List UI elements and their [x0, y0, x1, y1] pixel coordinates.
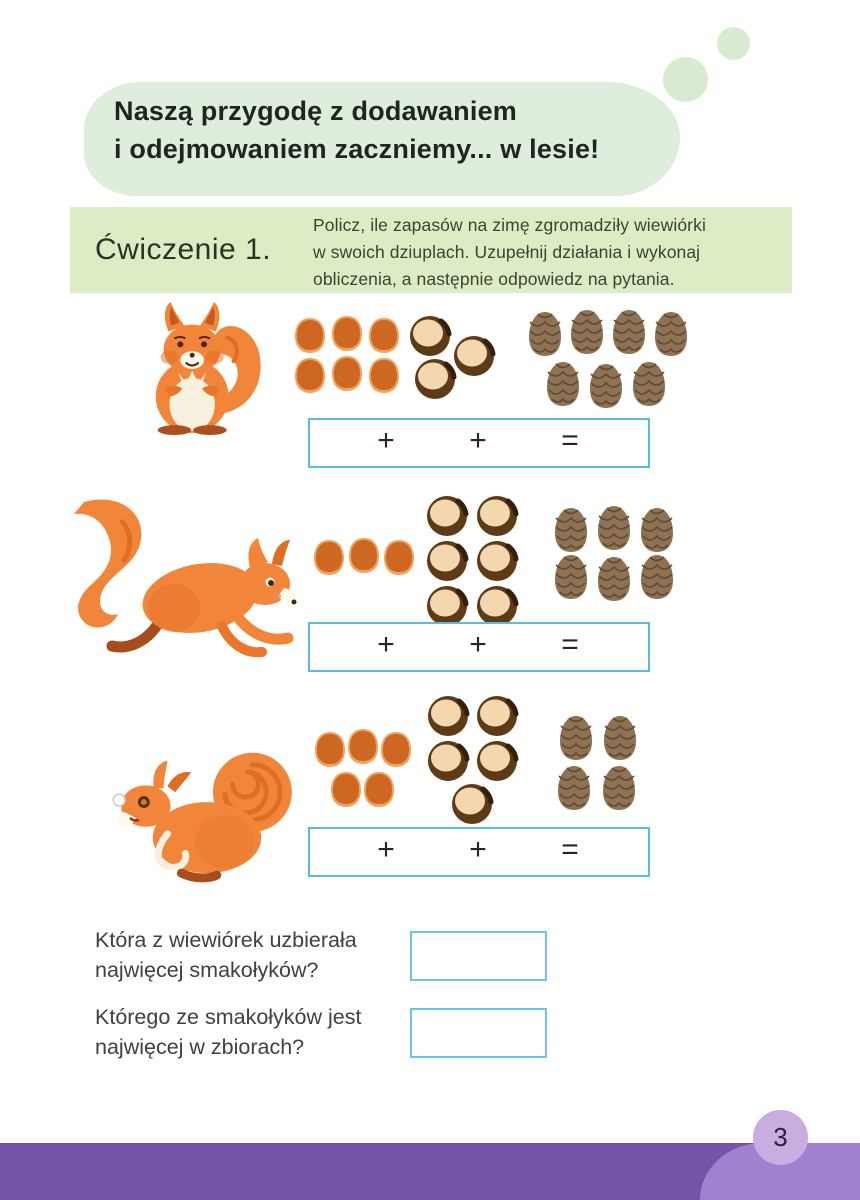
- question-1-line-2: najwięcej smakołyków?: [95, 958, 319, 982]
- equals-sign: =: [561, 424, 579, 457]
- equation-box-row-2[interactable]: [308, 622, 650, 672]
- nut-icon: [475, 494, 519, 538]
- nut-icon: [425, 494, 469, 538]
- footer-band: [0, 1143, 860, 1200]
- cone-icon: [556, 714, 596, 762]
- cone-icon: [551, 553, 591, 601]
- equation-box-row-3[interactable]: [308, 827, 650, 877]
- acorn-icon: [329, 770, 363, 808]
- equals-sign: =: [561, 628, 579, 661]
- acorn-icon: [362, 770, 396, 808]
- cone-icon: [543, 360, 583, 408]
- acorn-icon: [330, 314, 364, 352]
- cone-icon: [599, 764, 639, 812]
- page-number: 3: [773, 1122, 788, 1152]
- nut-icon: [426, 739, 470, 783]
- nut-icon: [426, 694, 470, 738]
- cone-icon: [525, 310, 565, 358]
- plus-sign: +: [469, 424, 487, 457]
- plus-sign: +: [469, 628, 487, 661]
- page-title-line-2: i odejmowaniem zaczniemy... w lesie!: [114, 134, 600, 164]
- plus-sign: +: [469, 833, 487, 866]
- acorn-icon: [312, 538, 346, 576]
- nut-icon: [475, 694, 519, 738]
- equals-sign: =: [561, 833, 579, 866]
- cone-icon: [651, 310, 691, 358]
- acorn-icon: [347, 536, 381, 574]
- acorn-icon: [293, 316, 327, 354]
- instruction-line-1: Policz, ile zapasów na zimę zgromadziły wiewiórki: [313, 215, 706, 235]
- nut-icon: [452, 334, 496, 378]
- cone-icon: [586, 362, 626, 410]
- exercise-instructions: [313, 212, 783, 293]
- acorn-icon: [367, 316, 401, 354]
- acorn-icon: [382, 538, 416, 576]
- acorn-icon: [313, 730, 347, 768]
- cone-icon: [600, 714, 640, 762]
- green-bubble-icon: [717, 27, 750, 60]
- nut-icon: [408, 314, 452, 358]
- acorn-icon: [367, 356, 401, 394]
- cone-icon: [554, 764, 594, 812]
- standing-squirrel-illustration: [133, 298, 275, 436]
- cone-icon: [567, 308, 607, 356]
- acorn-icon: [346, 727, 380, 765]
- exercise-label: Ćwiczenie 1.: [95, 233, 272, 266]
- equation-box-row-1[interactable]: [308, 418, 650, 468]
- cone-icon: [637, 553, 677, 601]
- nut-icon: [413, 357, 457, 401]
- page-title: [114, 92, 674, 168]
- question-2: [95, 1002, 415, 1062]
- nut-icon: [450, 782, 494, 826]
- cone-icon: [629, 360, 669, 408]
- instruction-line-2: w swoich dziuplach. Uzupełnij działania i wykonaj: [313, 242, 701, 262]
- nut-icon: [475, 539, 519, 583]
- cone-icon: [594, 555, 634, 603]
- instruction-line-3: obliczenia, a następnie odpowiedz na pytania.: [313, 269, 675, 289]
- running-squirrel-illustration: [62, 496, 302, 674]
- cone-icon: [609, 308, 649, 356]
- page-number-badge: [753, 1110, 808, 1165]
- cone-icon: [637, 506, 677, 554]
- cone-icon: [594, 504, 634, 552]
- crouching-squirrel-illustration: [105, 735, 310, 885]
- nut-icon: [475, 739, 519, 783]
- plus-sign: +: [377, 833, 395, 866]
- plus-sign: +: [377, 424, 395, 457]
- acorn-icon: [293, 356, 327, 394]
- question-2-line-1: Którego ze smakołyków jest: [95, 1005, 362, 1029]
- page-title-line-1: Naszą przygodę z dodawaniem: [114, 96, 517, 126]
- question-2-line-2: najwięcej w zbiorach?: [95, 1035, 305, 1059]
- acorn-icon: [330, 354, 364, 392]
- acorn-icon: [379, 730, 413, 768]
- question-1: [95, 925, 415, 985]
- nut-icon: [425, 539, 469, 583]
- answer-box-question-2[interactable]: [410, 1008, 547, 1058]
- plus-sign: +: [377, 628, 395, 661]
- question-1-line-1: Która z wiewiórek uzbierała: [95, 928, 357, 952]
- answer-box-question-1[interactable]: [410, 931, 547, 981]
- cone-icon: [551, 506, 591, 554]
